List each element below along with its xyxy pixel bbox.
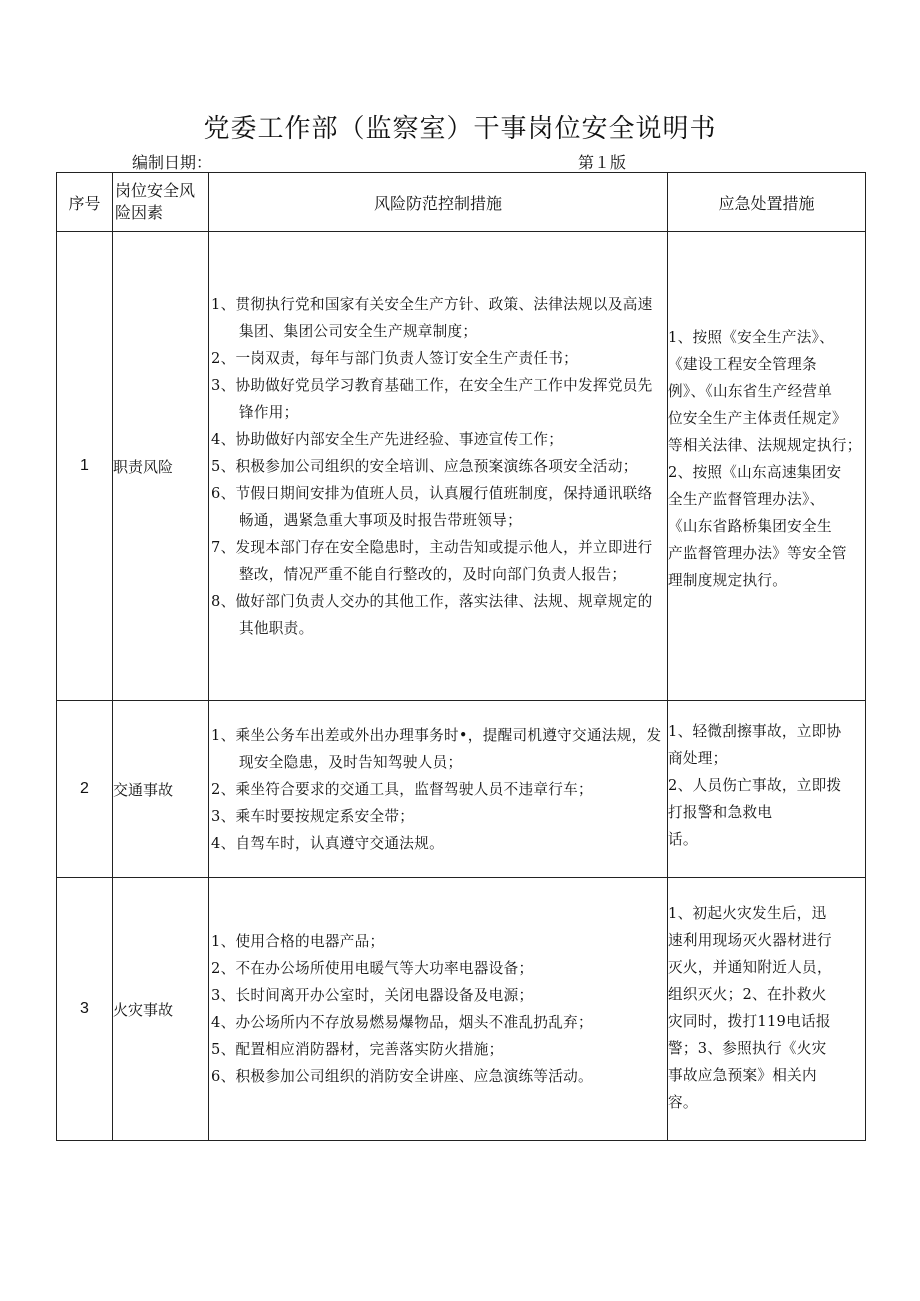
measure-item: 4、自驾车时，认真遵守交通法规。 <box>211 834 444 852</box>
emergency-cell <box>668 701 866 878</box>
measure-item: 6、节假日期间安排为值班人员，认真履行值班制度，保持通讯联络畅通，遇紧急重大事项及时报告带班领导； <box>211 484 653 529</box>
table-row <box>57 232 866 701</box>
measure-item: 3、协助做好党员学习教育基础工作，在安全生产工作中发挥党员先锋作用； <box>211 376 653 421</box>
emergency-line: 商处理； <box>668 750 728 767</box>
measures-list <box>209 722 667 857</box>
measure-item: 5、积极参加公司组织的安全培训、应急预案演练各项安全活动； <box>211 457 638 475</box>
emergency-line: 例》、《山东省生产经营单 <box>668 383 833 400</box>
emergency-line: 组织灭火；2、在扑救火 <box>668 986 827 1003</box>
risk-factor: 火灾事故 <box>113 878 209 1141</box>
emergency-line: 2、按照《山东高速集团安 <box>668 464 842 481</box>
emergency-line: 1、初起火灾发生后，迅 <box>668 905 827 922</box>
measure-item: 1、贯彻执行党和国家有关安全生产方针、政策、法律法规以及高速集团、集团公司安全生产规章制度； <box>211 295 653 340</box>
risk-factor: 职责风险 <box>113 232 209 701</box>
emergency-line: 全生产监督管理办法》、 <box>668 491 825 508</box>
compile-date-label: 编制日期： <box>132 153 213 172</box>
emergency-line: 理制度规定执行。 <box>668 572 788 589</box>
risk-factor: 交通事故 <box>113 701 209 878</box>
emergency-line: 警；3、参照执行《火灾 <box>668 1040 827 1057</box>
table-row <box>57 878 866 1141</box>
header-emergency: 应急处置措施 <box>668 173 866 232</box>
table-row <box>57 701 866 878</box>
measures-list <box>209 291 667 642</box>
emergency-line: 1、轻微刮擦事故，立即协 <box>668 723 842 740</box>
emergency-line: 打报警和急救电 <box>668 804 773 821</box>
measure-item: 4、协助做好内部安全生产先进经验、事迹宣传工作； <box>211 430 564 448</box>
emergency-line: 灾同时，拨打119电话报 <box>668 1013 831 1030</box>
header-risk: 岗位安全风险因素 <box>113 173 209 232</box>
measures-list <box>209 928 667 1090</box>
measures-cell <box>209 878 668 1141</box>
page-title: 党委工作部（监察室）干事岗位安全说明书 <box>203 114 717 144</box>
emergency-line: 2、人员伤亡事故，立即拨 <box>668 777 842 794</box>
emergency-line: 话。 <box>668 831 698 848</box>
measure-item: 2、不在办公场所使用电暖气等大功率电器设备； <box>211 960 534 977</box>
emergency-cell <box>668 878 866 1141</box>
emergency-line: 灭火，并通知附近人员， <box>668 959 832 976</box>
version-label: 第１版 <box>578 153 627 172</box>
measure-item: 3、长时间离开办公室时，关闭电器设备及电源； <box>211 987 534 1004</box>
measure-item: 1、乘坐公务车出差或外出办理事务时•，提醒司机遵守交通法规，发现安全隐患，及时告知驾驶人员； <box>211 726 662 771</box>
emergency-line: 等相关法律、法规规定执行； <box>668 437 862 454</box>
emergency-line: 产监督管理办法》等安全管 <box>668 545 847 562</box>
emergency-line: 《山东省路桥集团安全生 <box>668 518 832 535</box>
emergency-line: 容。 <box>668 1094 698 1111</box>
measure-item: 3、乘车时要按规定系安全带； <box>211 807 415 825</box>
emergency-line: 速利用现场灭火器材进行 <box>668 932 832 949</box>
measure-item: 8、做好部门负责人交办的其他工作，落实法律、法规、规章规定的其他职责。 <box>211 592 653 637</box>
measure-item: 1、使用合格的电器产品； <box>211 933 385 950</box>
measure-item: 2、一岗双责，每年与部门负责人签订安全生产责任书； <box>211 349 579 367</box>
header-no: 序号 <box>57 173 113 232</box>
emergency-cell <box>668 232 866 701</box>
row-number: 1 <box>57 232 113 701</box>
measures-cell <box>209 701 668 878</box>
row-number: 3 <box>57 878 113 1141</box>
table-header-row <box>57 173 866 232</box>
emergency-line: 1、按照《安全生产法》、 <box>668 329 835 346</box>
measure-item: 6、积极参加公司组织的消防安全讲座、应急演练等活动。 <box>211 1068 593 1085</box>
measures-cell <box>209 232 668 701</box>
safety-table <box>56 172 866 1141</box>
measure-item: 7、发现本部门存在安全隐患时，主动告知或提示他人，并立即进行整改，情况严重不能自行整改的，及时向部门负责人报告； <box>211 538 653 583</box>
emergency-line: 位安全生产主体责任规定》 <box>668 410 847 427</box>
measure-item: 4、办公场所内不存放易燃易爆物品，烟头不准乱扔乱弃； <box>211 1014 593 1031</box>
emergency-line: 《建设工程安全管理条 <box>668 356 817 373</box>
measure-item: 2、乘坐符合要求的交通工具，监督驾驶人员不违章行车； <box>211 780 593 798</box>
measure-item: 5、配置相应消防器材，完善落实防火措施； <box>211 1041 504 1058</box>
row-number: 2 <box>57 701 113 878</box>
header-measures: 风险防范控制措施 <box>209 173 668 232</box>
emergency-line: 事故应急预案》相关内 <box>668 1067 817 1084</box>
